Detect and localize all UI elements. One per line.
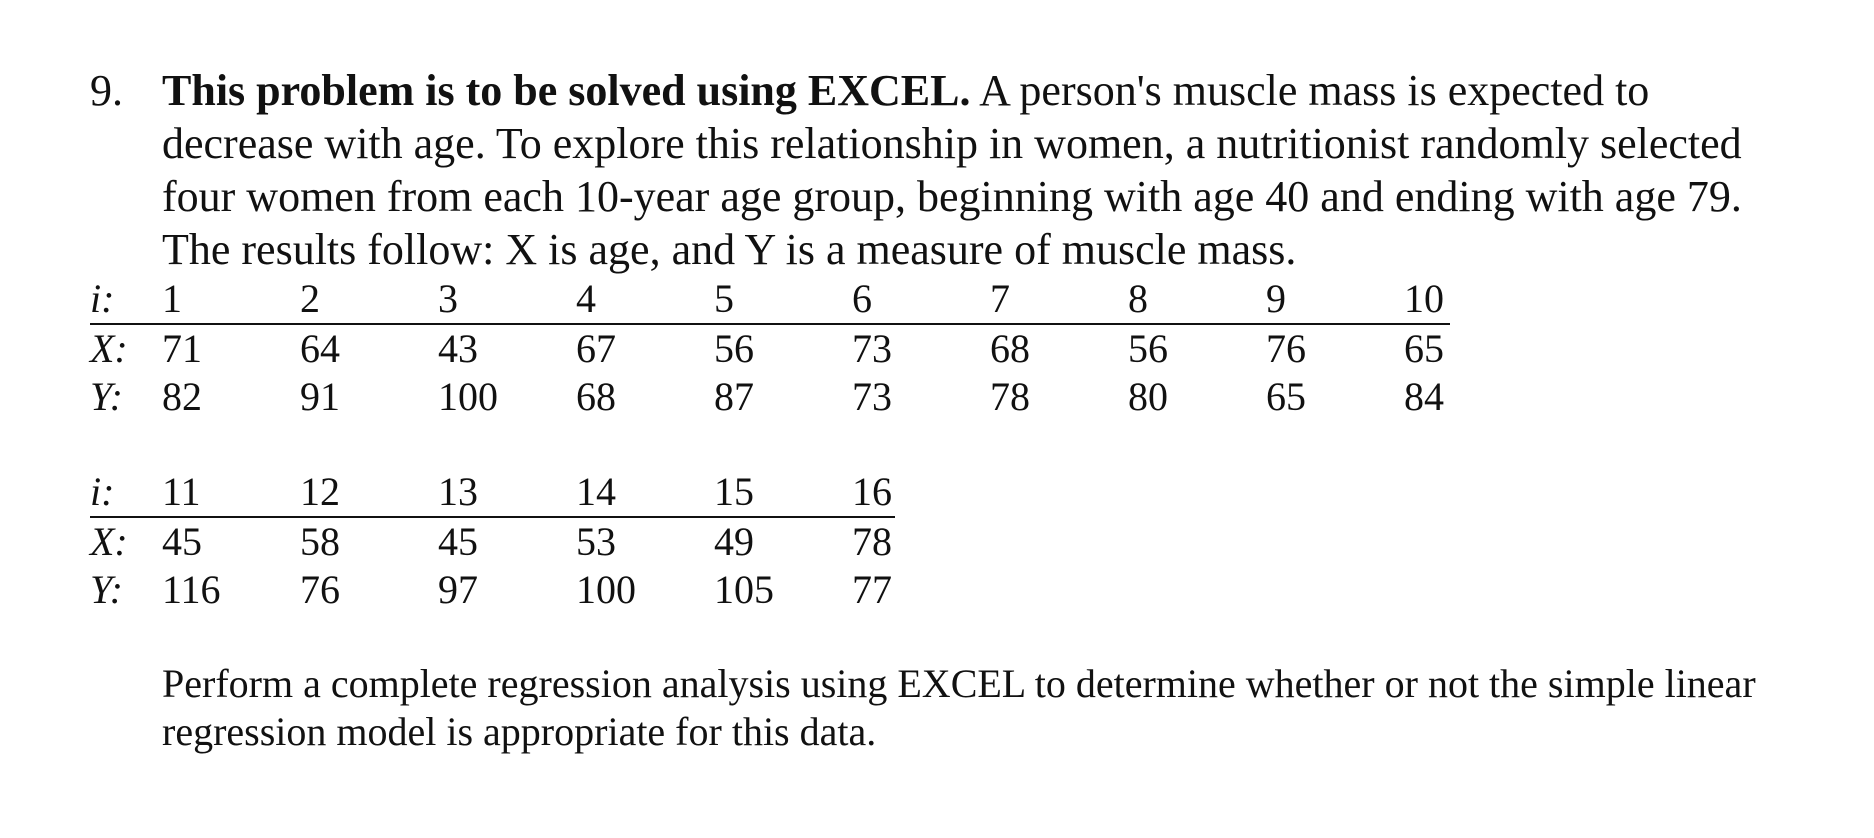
row-label-x: X: <box>90 519 128 564</box>
row-label-i: i: <box>90 469 115 514</box>
table-row-y <box>90 373 1450 421</box>
cell-x-6: 73 <box>852 326 892 371</box>
row-label-y: Y: <box>90 374 123 419</box>
cell-y-4: 100 <box>576 567 636 612</box>
problem-text <box>162 64 1752 276</box>
row-label-x: X: <box>90 326 128 371</box>
cell-y-6: 73 <box>852 374 892 419</box>
data-table-2 <box>90 468 895 614</box>
cell-x-2: 58 <box>300 519 340 564</box>
cell-x-3: 45 <box>438 519 478 564</box>
cell-x-5: 56 <box>714 326 754 371</box>
cell-x-9: 76 <box>1266 326 1306 371</box>
cell-x-3: 43 <box>438 326 478 371</box>
cell-i-1: 11 <box>162 469 201 514</box>
table-row-y <box>90 566 895 614</box>
cell-x-1: 45 <box>162 519 202 564</box>
cell-i-2: 2 <box>300 276 320 321</box>
cell-y-6: 77 <box>852 567 892 612</box>
cell-y-3: 97 <box>438 567 478 612</box>
cell-y-10: 84 <box>1404 374 1444 419</box>
table-row-x <box>90 518 895 566</box>
cell-i-3: 13 <box>438 469 478 514</box>
cell-y-9: 65 <box>1266 374 1306 419</box>
cell-x-8: 56 <box>1128 326 1168 371</box>
cell-y-5: 105 <box>714 567 774 612</box>
cell-i-4: 14 <box>576 469 616 514</box>
cell-i-1: 1 <box>162 276 182 321</box>
cell-y-7: 78 <box>990 374 1030 419</box>
table-row-x <box>90 325 1450 373</box>
problem-body: A person's muscle mass is expected to decrease with age. To explore this relationship in women, a nutritionist randomly selected four women from each 10-year age group, beginning with age 40 and ending with age 79. The results follow: X is age, and Y is a measure of muscle mass. <box>162 66 1742 274</box>
cell-i-4: 4 <box>576 276 596 321</box>
cell-x-6: 78 <box>852 519 892 564</box>
cell-i-10: 10 <box>1404 276 1444 321</box>
cell-x-7: 68 <box>990 326 1030 371</box>
cell-i-7: 7 <box>990 276 1010 321</box>
cell-x-1: 71 <box>162 326 202 371</box>
cell-x-4: 67 <box>576 326 616 371</box>
cell-y-2: 76 <box>300 567 340 612</box>
cell-y-8: 80 <box>1128 374 1168 419</box>
cell-x-4: 53 <box>576 519 616 564</box>
cell-x-10: 65 <box>1404 326 1444 371</box>
cell-i-8: 8 <box>1128 276 1148 321</box>
cell-x-2: 64 <box>300 326 340 371</box>
row-label-y: Y: <box>90 567 123 612</box>
problem-number: 9. <box>90 66 123 115</box>
cell-i-3: 3 <box>438 276 458 321</box>
problem-bold-lead: This problem is to be solved using EXCEL. <box>162 66 971 115</box>
cell-y-3: 100 <box>438 374 498 419</box>
cell-y-2: 91 <box>300 374 340 419</box>
cell-y-4: 68 <box>576 374 616 419</box>
data-table-1 <box>90 275 1450 421</box>
cell-y-1: 82 <box>162 374 202 419</box>
cell-y-1: 116 <box>162 567 221 612</box>
table-row-index <box>90 468 895 518</box>
cell-i-5: 15 <box>714 469 754 514</box>
table-row-index <box>90 275 1450 325</box>
closing-instruction: Perform a complete regression analysis using EXCEL to determine whether or not the simple linear regression model is appropriate for this data. <box>162 661 1756 754</box>
cell-i-6: 6 <box>852 276 872 321</box>
cell-x-5: 49 <box>714 519 754 564</box>
cell-i-5: 5 <box>714 276 734 321</box>
cell-i-9: 9 <box>1266 276 1286 321</box>
cell-i-6: 16 <box>852 469 892 514</box>
row-label-i: i: <box>90 276 115 321</box>
cell-y-5: 87 <box>714 374 754 419</box>
cell-i-2: 12 <box>300 469 340 514</box>
